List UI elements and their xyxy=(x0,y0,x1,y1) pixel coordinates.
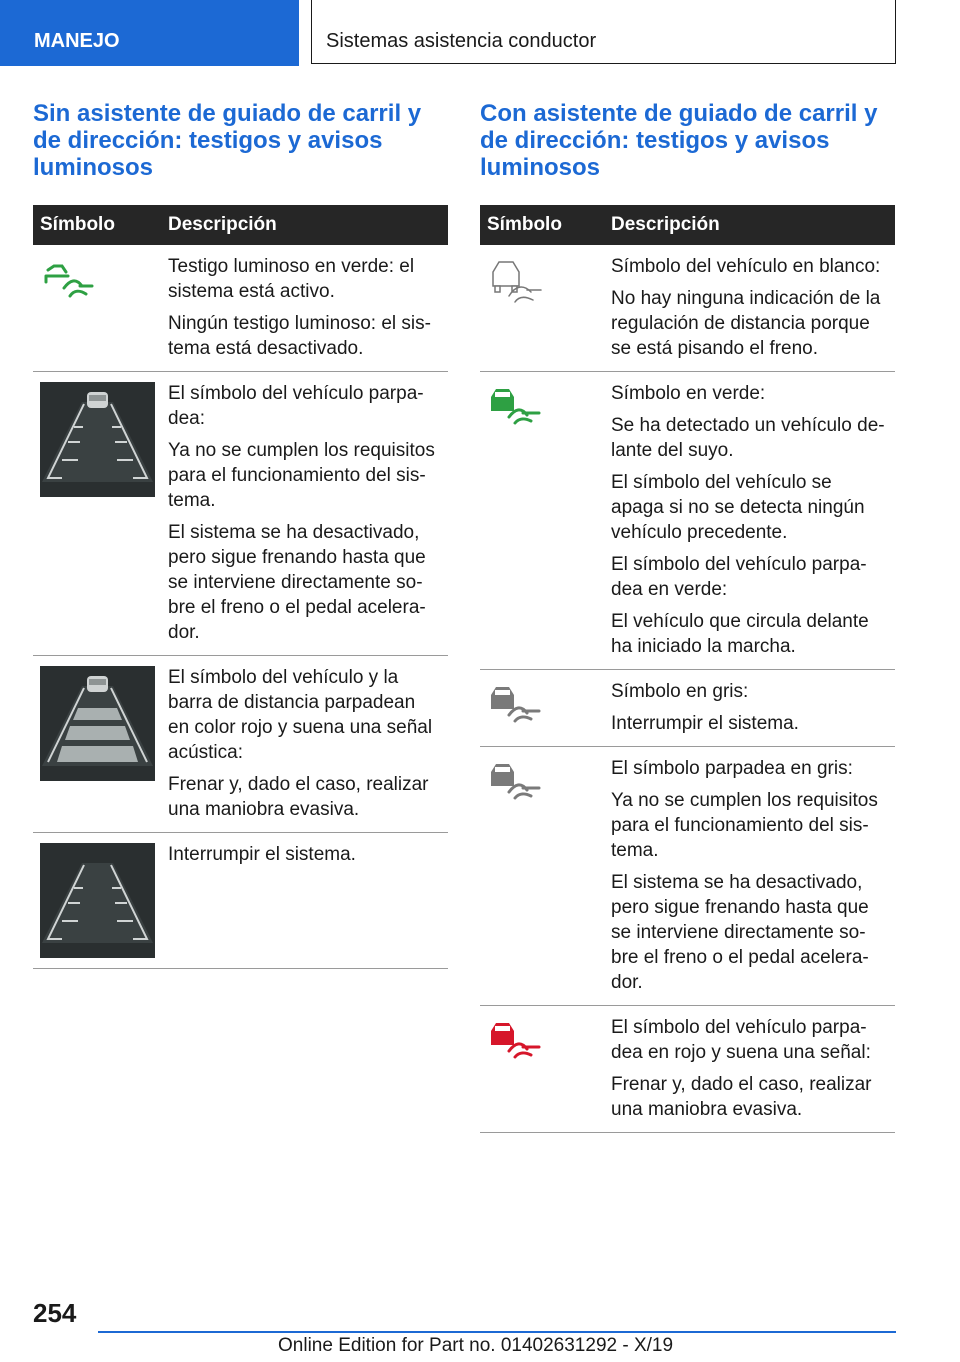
description-text: El sistema se ha desactivado, pero sigue frenando hasta que se interviene directamente so‐bre el freno o el pedal acelera‐dor. xyxy=(168,522,426,643)
description-text: Interrumpir el sistema. xyxy=(611,713,799,734)
column-header-description: Descripción xyxy=(161,205,448,245)
section-tab: MANEJO xyxy=(0,0,299,66)
description-cell xyxy=(604,245,895,372)
table-row xyxy=(480,245,895,372)
symbol-cell xyxy=(33,372,161,656)
description-text: El símbolo del vehículo parpa‐dea en verde: xyxy=(611,554,867,600)
gray-vehicle-steering-icon xyxy=(487,681,547,725)
description-cell xyxy=(604,1006,895,1133)
column-header-symbol: Símbolo xyxy=(33,205,161,245)
page-number: 254 xyxy=(33,1298,77,1328)
table-row xyxy=(480,372,895,670)
table-row xyxy=(480,1006,895,1133)
left-symbol-table xyxy=(33,205,448,969)
description-cell xyxy=(161,372,448,656)
green-steering-assist-icon xyxy=(40,256,100,300)
description-text: El símbolo del vehículo y la barra de distancia parpadean en color rojo y suena una señal acústica: xyxy=(168,667,433,763)
green-vehicle-steering-icon xyxy=(487,383,547,427)
description-cell xyxy=(161,833,448,969)
gray-vehicle-steering-flashing-icon xyxy=(487,758,547,802)
description-text: El símbolo del vehículo parpa‐dea: xyxy=(168,383,424,429)
symbol-cell xyxy=(33,833,161,969)
footer-divider xyxy=(98,1331,896,1333)
description-text: Símbolo en verde: xyxy=(611,383,766,404)
description-text: Símbolo del vehículo en blanco: xyxy=(611,256,881,277)
description-text: Se ha detectado un vehículo de‐lante del suyo. xyxy=(611,415,885,461)
description-cell xyxy=(604,372,895,670)
description-text: Ya no se cumplen los requisitos para el funcionamiento del sis‐tema. xyxy=(611,790,878,861)
description-cell xyxy=(604,670,895,747)
description-text: Ya no se cumplen los requisitos para el funcionamiento del sis‐tema. xyxy=(168,440,435,511)
symbol-cell xyxy=(480,747,604,1006)
column-header-symbol: Símbolo xyxy=(480,205,604,245)
description-cell xyxy=(161,245,448,372)
table-row xyxy=(33,656,448,833)
symbol-cell xyxy=(480,670,604,747)
description-text: No hay ninguna indicación de la regulación de distancia porque se está pisando el freno. xyxy=(611,288,881,359)
description-text: Frenar y, dado el caso, realizar una maniobra evasiva. xyxy=(168,774,429,820)
symbol-cell xyxy=(33,656,161,833)
description-text: El vehículo que circula delante ha iniciado la marcha. xyxy=(611,611,869,657)
description-cell xyxy=(161,656,448,833)
description-text: Frenar y, dado el caso, realizar una maniobra evasiva. xyxy=(611,1074,872,1120)
table-header-row xyxy=(33,205,448,245)
edition-text: Online Edition for Part no. 01402631292 - X/19 xyxy=(278,1335,674,1356)
description-text: El símbolo del vehículo se apaga si no se detecta ningún vehículo precedente. xyxy=(611,472,865,543)
symbol-cell xyxy=(480,1006,604,1133)
display-vehicle-distance-bar-image xyxy=(40,666,155,781)
description-text: Ningún testigo luminoso: el sis‐tema está desactivado. xyxy=(168,313,431,359)
description-text: Testigo luminoso en verde: el sistema está activo. xyxy=(168,256,415,302)
right-column xyxy=(480,100,895,1133)
table-row xyxy=(33,245,448,372)
white-vehicle-steering-icon xyxy=(487,256,547,306)
display-empty-lanes-image xyxy=(40,843,155,958)
column-header-description: Descripción xyxy=(604,205,895,245)
symbol-cell xyxy=(33,245,161,372)
table-row xyxy=(33,372,448,656)
description-text: El símbolo parpadea en gris: xyxy=(611,758,853,779)
description-text: El sistema se ha desactivado, pero sigue frenando hasta que se interviene directamente so‐bre el freno o el pedal acelera‐dor. xyxy=(611,872,869,993)
description-text: El símbolo del vehículo parpa‐dea en rojo y suena una señal: xyxy=(611,1017,871,1063)
left-section-title: Sin asistente de guiado de carril y de dirección: testigos y avisos luminosos xyxy=(33,100,422,181)
display-vehicle-flashing-image xyxy=(40,382,155,497)
red-vehicle-steering-icon xyxy=(487,1017,547,1061)
table-row xyxy=(480,747,895,1006)
right-symbol-table xyxy=(480,205,895,1133)
left-column xyxy=(33,100,448,969)
description-text: Interrumpir el sistema. xyxy=(168,844,356,865)
table-header-row xyxy=(480,205,895,245)
symbol-cell xyxy=(480,372,604,670)
symbol-cell xyxy=(480,245,604,372)
right-section-title: Con asistente de guiado de carril y de dirección: testigos y avisos luminosos xyxy=(480,100,878,181)
page-header xyxy=(0,0,960,66)
chapter-title: Sistemas asistencia conductor xyxy=(311,0,896,64)
description-text: Símbolo en gris: xyxy=(611,681,749,702)
description-cell xyxy=(604,747,895,1006)
table-row xyxy=(480,670,895,747)
table-row xyxy=(33,833,448,969)
